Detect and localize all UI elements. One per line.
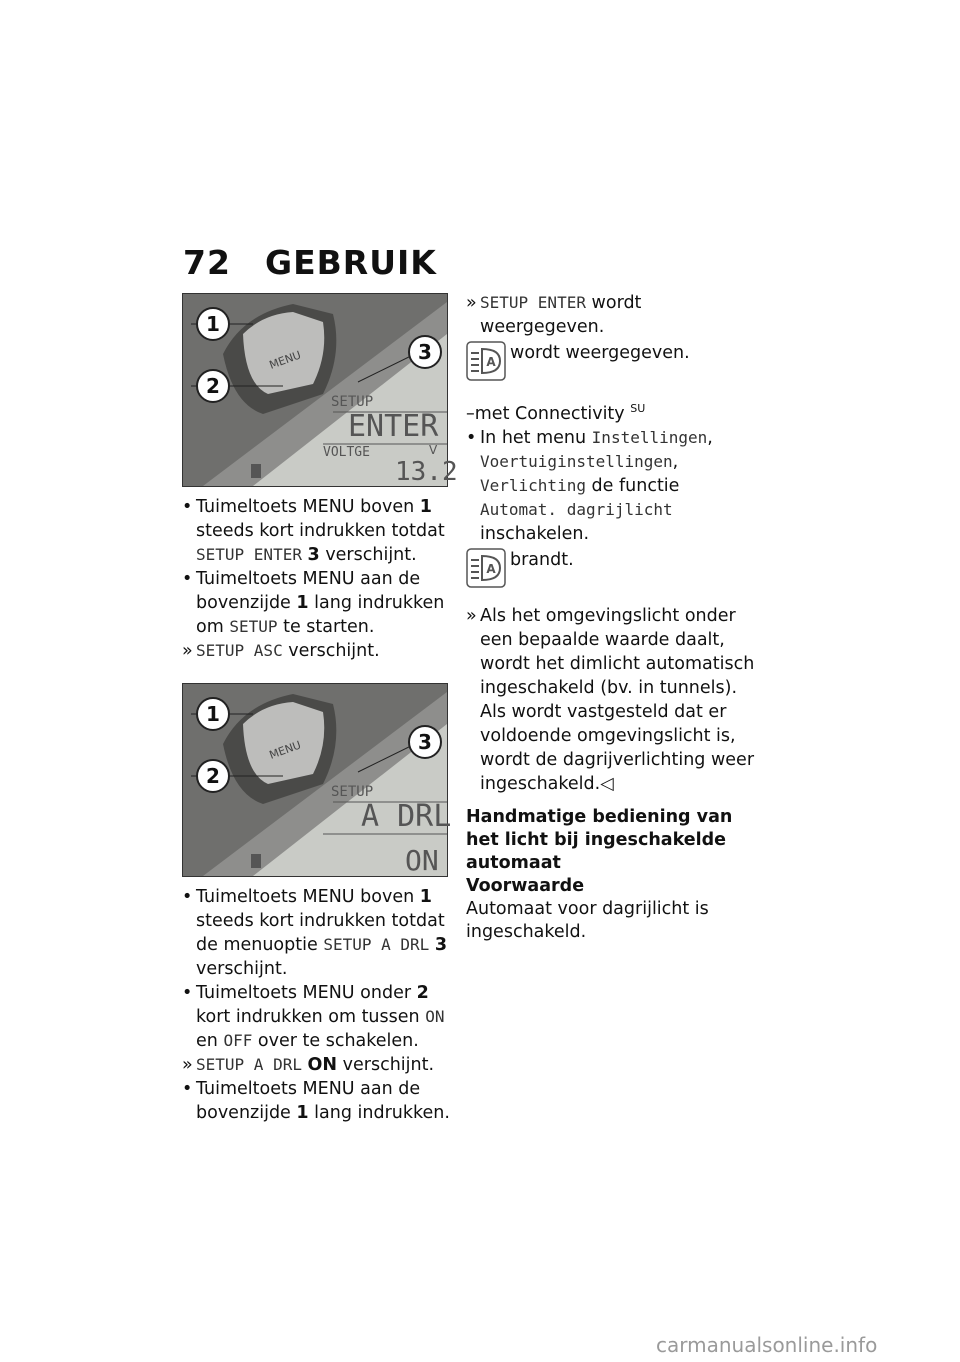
fuel-icon [251,854,261,868]
indicator-row: A wordt weergegeven. [466,341,756,385]
result-line: » SETUP A DRL ON verschijnt. [182,1055,435,1075]
handlebar-photo-drl [182,683,452,877]
svg-text:A: A [486,355,496,369]
display-line2: A DRL [361,799,452,834]
svg-text:1: 1 [206,702,220,726]
instruction-bullet: • Tuimeltoets MENU boven 1 steeds kort indrukken totdat SETUP ENTER 3 verschijnt. [182,497,445,565]
indicator-row: A brandt. [466,548,756,592]
right-column [466,291,756,944]
page-header [183,243,437,282]
display-line1: SETUP [331,784,374,800]
display-line3-label: VOLTGE [323,445,370,460]
svg-text:2: 2 [206,764,220,788]
instruction-bullet: • In het menu Instellingen, Voertuiginstellingen, Verlichting de functie Automat. dagrijlicht inschakelen. [466,427,713,544]
svg-text:1: 1 [206,312,220,336]
daytime-running-light-icon [466,548,506,595]
instruction-bullet: • Tuimeltoets MENU aan de bovenzijde 1 lang indrukken. [182,1079,450,1123]
menu-button-label: MENU [267,738,303,762]
condition-text: Automaat voor dagrijlicht is ingeschakeld. [466,898,709,942]
instruction-bullet: • Tuimeltoets MENU onder 2 kort indrukken om tussen ON en OFF over te schakelen. [182,983,445,1051]
menu-button-label: MENU [267,348,303,372]
result-line: » Als het omgevingslicht onder een bepaalde waarde daalt, wordt het dimlicht automatisch ingeschakeld (bv. in tunnels). Als wordt vastgesteld dat er voldoende omgevingslicht is, wordt de dagrijverlichting weer ingeschakeld.◁ [466,605,755,794]
daytime-running-light-icon [466,341,506,388]
svg-text:3: 3 [418,730,432,754]
watermark: carmanualsonline.info [656,1333,878,1357]
display-line2: ENTER [348,409,439,444]
section-heading: Handmatige bediening van het licht bij ingeschakelde automaat [466,806,733,873]
handlebar-photo-enter [182,293,458,487]
left-column [182,293,458,1125]
instruction-bullet: • Tuimeltoets MENU aan de bovenzijde 1 lang indrukken om SETUP te starten. [182,569,445,637]
display-value: ON [405,844,439,877]
option-note: –met Connectivity $^{SU}$ [466,402,646,424]
display-line1: SETUP [331,394,374,410]
subheading: Voorwaarde [466,875,585,896]
display-value: 13.2 [395,457,458,487]
result-line: » SETUP ENTER wordt weergegeven. [466,293,642,337]
svg-text:2: 2 [206,374,220,398]
result-line: » SETUP ASC verschijnt. [182,641,380,661]
display-unit: V [429,443,438,457]
page-number: 72 [183,243,231,282]
fuel-icon [251,464,261,478]
instruction-bullet: • Tuimeltoets MENU boven 1 steeds kort indrukken totdat de menuoptie SETUP A DRL 3 verschijnt. [182,887,448,979]
page-title: GEBRUIK [265,243,437,282]
svg-text:3: 3 [418,340,432,364]
svg-text:A: A [486,561,496,576]
